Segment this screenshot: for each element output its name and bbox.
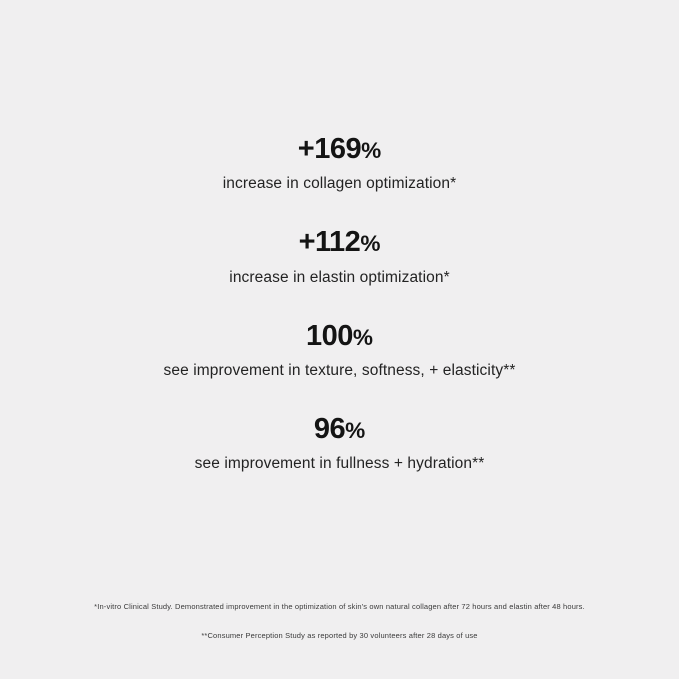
stat-value <box>0 413 679 446</box>
stat-number: 100 <box>306 319 353 352</box>
stat-number: +169 <box>297 133 362 165</box>
stat-value <box>0 226 679 259</box>
footnote-consumer-study: **Consumer Perception Study as reported by 30 volunteers after 28 days of use <box>201 630 478 640</box>
stat-block <box>0 133 679 193</box>
footnotes <box>0 602 679 641</box>
stat-block <box>0 320 679 380</box>
stat-label: increase in elastin optimization* <box>229 268 450 286</box>
stat-unit: % <box>345 418 366 444</box>
stats-list <box>0 133 679 506</box>
stat-label: increase in collagen optimization* <box>222 175 457 193</box>
stat-block <box>0 413 679 473</box>
stat-number: +112 <box>298 226 361 259</box>
stat-unit: % <box>352 324 373 350</box>
footnote-clinical-study: *In-vitro Clinical Study. Demonstrated improvement in the optimization of skin's own natural collagen after 72 hours and elastin after 48 hours. <box>94 602 585 611</box>
stat-unit: % <box>361 138 382 163</box>
stat-unit: % <box>360 231 381 257</box>
stat-value <box>0 320 679 353</box>
stat-block <box>0 226 679 286</box>
stat-number: 96 <box>313 413 346 446</box>
stat-label: see improvement in texture, softness, + elasticity** <box>163 362 516 380</box>
stat-label: see improvement in fullness + hydration** <box>194 455 485 473</box>
stat-value <box>0 133 679 166</box>
